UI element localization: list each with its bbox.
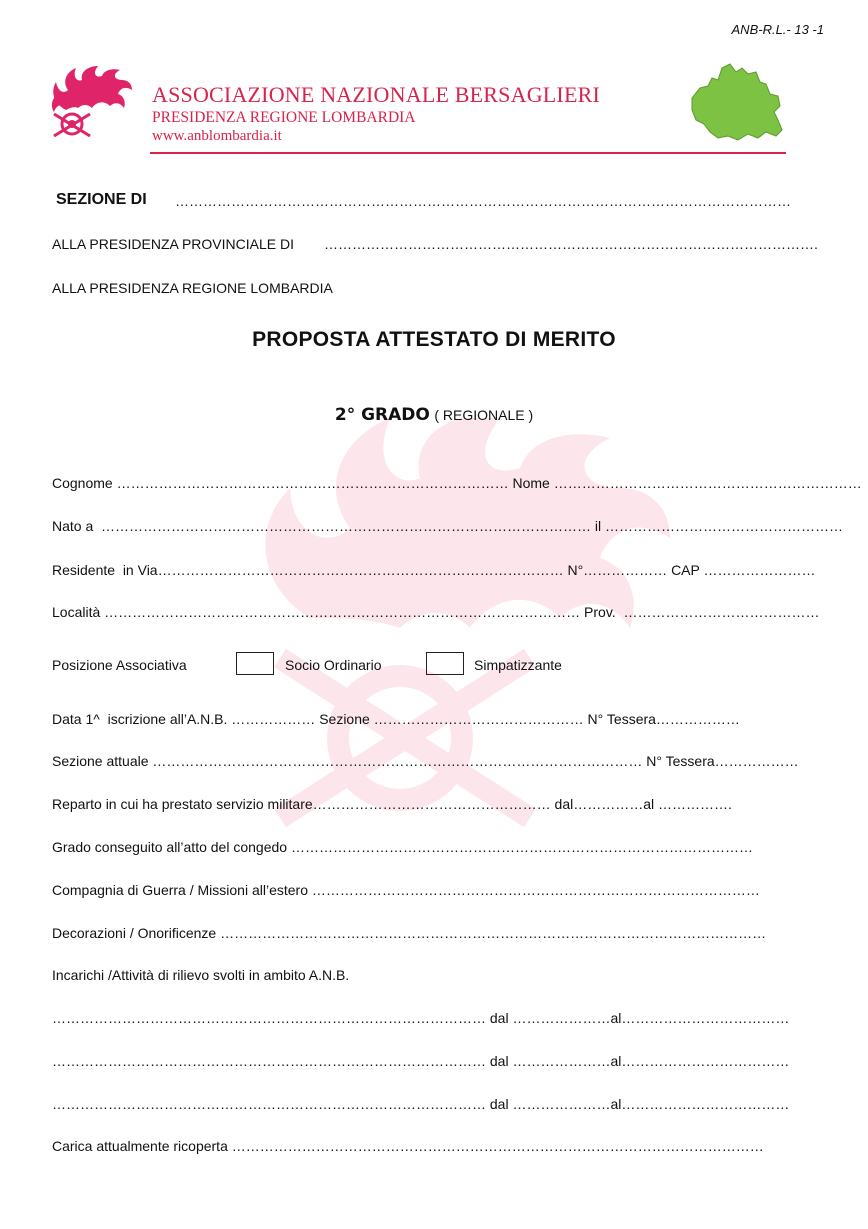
association-subtitle: PRESIDENZA REGIONE LOMBARDIA — [152, 109, 416, 126]
field-incarico-1[interactable]: ………………………………………………………………………………… dal …………………al……………………………… — [52, 1010, 790, 1026]
grado-heading — [0, 405, 868, 425]
association-website-link[interactable]: www.anblombardia.it — [152, 128, 282, 144]
grado-main: 2° GRADO — [334, 405, 430, 425]
simpatizzante-checkbox[interactable] — [426, 652, 464, 675]
field-data-iscrizione[interactable]: Data 1^ iscrizione all’A.N.B. ……………… Sezione ……………………………………… N° Tessera……………… — [52, 711, 740, 727]
field-reparto[interactable]: Reparto in cui ha prestato servizio militare…………………………………………… dal……………al ……………. — [52, 796, 732, 812]
sezione-label: SEZIONE DI — [56, 191, 147, 208]
field-carica[interactable]: Carica attualmente ricoperta …………………………………………………………………………………………………… — [52, 1138, 764, 1154]
field-sezione-attuale[interactable]: Sezione attuale …………………………………………………………………………………………… N° Tessera……………… — [52, 753, 799, 769]
simpatizzante-label: Simpatizzante — [474, 657, 562, 673]
lombardy-map-icon — [682, 58, 786, 148]
presidenza-regione-label: ALLA PRESIDENZA REGIONE LOMBARDIA — [52, 280, 333, 296]
bersaglieri-emblem-logo — [46, 64, 134, 144]
sezione-field[interactable]: …………………………………………………………………………………………………………………… — [175, 193, 791, 209]
page-title: PROPOSTA ATTESTATO DI MERITO — [252, 328, 616, 351]
presidenza-provinciale-field[interactable]: ……………………………………………………………………………………………. — [324, 236, 818, 252]
posizione-label: Posizione Associativa — [52, 657, 187, 673]
document-code: ANB-R.L.- 13 -1 — [731, 22, 824, 37]
grado-sub: ( REGIONALE ) — [434, 407, 534, 423]
socio-ordinario-label: Socio Ordinario — [285, 657, 382, 673]
field-grado-congedo[interactable]: Grado conseguito all’atto del congedo ……………………………………………………………………………………… — [52, 839, 753, 855]
presidenza-provinciale-label: ALLA PRESIDENZA PROVINCIALE DI — [52, 236, 294, 252]
field-incarico-3[interactable]: ………………………………………………………………………………… dal …………………al……………………………… — [52, 1096, 790, 1112]
field-cognome-nome[interactable]: Cognome ………………………………………………………………………… Nome ………………………………………………………… — [52, 475, 862, 491]
incarichi-label: Incarichi /Attività di rilievo svolti in ambito A.N.B. — [52, 967, 350, 983]
field-nato-il[interactable]: Nato a …………………………………………………………………………………………… il …………………………………………… — [52, 518, 844, 534]
field-decorazioni[interactable]: Decorazioni / Onorificenze ……………………………………………………………………………………………………… — [52, 925, 767, 941]
field-compagnia[interactable]: Compagnia di Guerra / Missioni all’estero …………………………………………………………………………………… — [52, 882, 760, 898]
socio-ordinario-checkbox[interactable] — [236, 652, 274, 675]
field-localita[interactable]: Località ………………………………………………………………………………………… Prov. …………………………………… — [52, 604, 820, 620]
association-title: ASSOCIAZIONE NAZIONALE BERSAGLIERI — [152, 82, 600, 107]
header-divider — [150, 152, 786, 154]
field-incarico-2[interactable]: ………………………………………………………………………………… dal …………………al……………………………… — [52, 1053, 790, 1069]
field-residenza[interactable]: Residente in Via…………………………………………………………………………… N°……………… CAP …………………… — [52, 562, 816, 578]
